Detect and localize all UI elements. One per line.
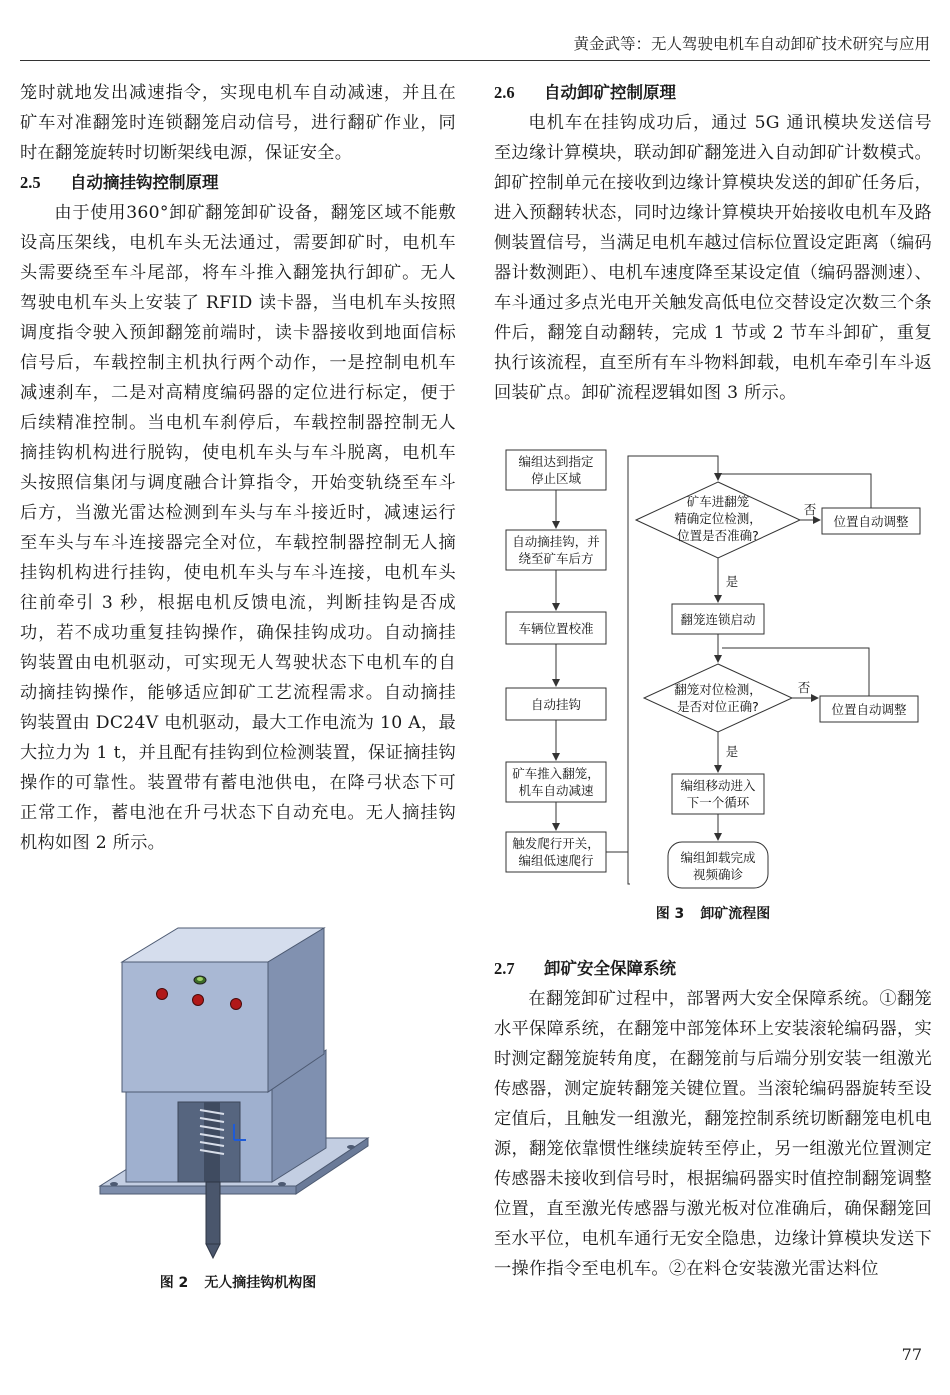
figure-2-hook-mechanism bbox=[96, 924, 372, 1264]
next-cycle-text: 编组移动进入 bbox=[680, 778, 756, 793]
adjust-text: 位置自动调整 bbox=[831, 702, 907, 717]
figure-caption-text: 卸矿流程图 bbox=[700, 906, 771, 922]
section-2-7-body: 在翻笼卸矿过程中，部署两大安全保障系统。①翻笼水平保障系统，在翻笼中部笼体环上安装滚轮编码器，实时测定翻笼旋转角度，在翻笼前与后端分别安装一组激光传感器，测定旋转翻笼关键位置。当滚轮编码器旋转至设定值后，且触发一组激光，翻笼控制系统切断翻笼电机电源，翻笼依靠惯性继续旋转至停止，另一组激光位置测定传感器未接收到信号时，根据编码器实时值控制翻笼调整位置，直至激光传感器与激光板对位准确后，确保翻笼回至水平位，电机车通行无安全隐患，边缘计算模块发送下一操作指令至电机车。②在料仓安装激光雷达料位 bbox=[494, 989, 932, 1279]
section-number: 2.5 bbox=[20, 173, 41, 192]
indicator-light-icon bbox=[157, 989, 168, 1000]
indicator-light-icon bbox=[193, 995, 204, 1006]
figure-3-flowchart bbox=[496, 444, 934, 904]
flow-step-text: 车辆位置校准 bbox=[518, 621, 594, 636]
right-column bbox=[494, 78, 932, 408]
flow-step-text: 机车自动减速 bbox=[518, 783, 594, 798]
no-label: 否 bbox=[797, 680, 811, 695]
flow-step-text: 停止区域 bbox=[530, 471, 582, 486]
section-heading-2-6 bbox=[494, 78, 932, 108]
flow-decision-diamond bbox=[644, 664, 792, 732]
running-header: 黄金武等：无人驾驶电机车自动卸矿技术研究与应用 bbox=[573, 35, 930, 53]
figure-3-caption bbox=[494, 904, 932, 924]
flow-step-text: 编组低速爬行 bbox=[518, 853, 594, 868]
decision-text: 矿车进翻笼 bbox=[686, 494, 750, 509]
next-cycle-text: 下一个循环 bbox=[686, 795, 750, 810]
final-text: 视频确诊 bbox=[692, 867, 744, 882]
decision-text: 精确定位检测， bbox=[674, 511, 762, 526]
interlock-text: 翻笼连锁启动 bbox=[680, 612, 756, 627]
flow-step-text: 自动挂钩 bbox=[530, 697, 582, 712]
section-2-5-body: 由于使用360°卸矿翻笼卸矿设备，翻笼区域不能敷设高压架线，电机车头无法通过，需要卸矿时，电机车头需要绕至车斗尾部，将车斗推入翻笼执行卸矿。无人驾驶电机车头上安装了 RFID 读卡器，当电机车头按照调度指令驶入预卸翻笼前端时，读卡器接收到地面信标信号后，车载控制主机执行两个动作，一是控制电机车减速刹车，二是对高精度编码器的定位进行标定，便于后续精准控制。当电机车刹停后，车载控制器控制无人摘挂钩机构进行脱钩，使电机车头与车斗脱离，电机车头按照信集闭与调度融合计算指令，开始变轨绕至车斗后方，当激光雷达检测到车头与车斗接近时，减速运行至车头与车斗连接器完全对位，车载控制器控制无人摘挂钩机构进行挂钩，使电机车头与车斗连接，电机车头往前牵引 3 秒，根据电机反馈电流，判断挂钩是否成功，若不成功重复挂钩操作，确保挂钩成功。自动摘挂钩装置由电机驱动，可实现无人驾驶状态下电机车的自动摘挂钩操作，能够适应卸矿工艺流程需求。自动摘挂钩装置由 DC24V 电机驱动，最大工作电流为 10 A，最大拉力为 1 t，并且配有挂钩到位检测装置，保证摘挂钩操作的可靠性。装置带有蓄电池供电，在降弓状态下可正常工作，蓄电池在升弓状态下自动充电。无人摘挂钩机构如图 2 所示。 bbox=[20, 203, 456, 853]
flow-step-text: 矿车推入翻笼， bbox=[512, 766, 600, 781]
header-rule bbox=[20, 60, 930, 61]
decision-text: 是否对位正确? bbox=[677, 699, 759, 714]
decision-text: 翻笼对位检测， bbox=[674, 682, 762, 697]
flow-step-text: 自动摘挂钩，并 bbox=[512, 534, 600, 549]
section-number: 2.6 bbox=[494, 83, 515, 102]
decision-text: 位置是否准确? bbox=[677, 528, 759, 543]
indicator-light-icon bbox=[231, 999, 242, 1010]
no-label: 否 bbox=[803, 502, 817, 517]
figure-label: 图 3 bbox=[655, 906, 685, 922]
flow-step-text: 触发爬行开关， bbox=[512, 836, 600, 851]
section-2-7 bbox=[494, 954, 932, 1284]
adjust-text: 位置自动调整 bbox=[833, 514, 909, 529]
section-number: 2.7 bbox=[494, 959, 515, 978]
section-title: 自动卸矿控制原理 bbox=[544, 83, 676, 102]
final-text: 编组卸载完成 bbox=[680, 850, 756, 865]
section-2-6-body: 电机车在挂钩成功后，通过 5G 通讯模块发送信号至边缘计算模块，联动卸矿翻笼进入自动卸矿计数模式。卸矿控制单元在接收到边缘计算模块发送的卸矿任务后，进入预翻转状态，同时边缘计算模块开始接收电机车及路侧装置信号，当满足电机车越过信标位置设定距离（编码器计数测距）、电机车速度降至某设定值（编码器测速）、车斗通过多点光电开关触发高低电位交替设定次数三个条件后，翻笼自动翻转，完成 1 节或 2 节车斗卸矿，重复执行该流程，直至所有车斗物料卸载，电机车牵引车斗返回装矿点。卸矿流程逻辑如图 3 所示。 bbox=[494, 113, 932, 403]
figure-caption-text: 无人摘挂钩机构图 bbox=[204, 1275, 317, 1291]
section-title: 自动摘挂钩控制原理 bbox=[70, 173, 219, 192]
yes-label: 是 bbox=[725, 574, 739, 589]
page-number: 77 bbox=[901, 1345, 922, 1364]
flow-step-text: 编组达到指定 bbox=[518, 454, 594, 469]
left-column bbox=[20, 78, 456, 858]
intro-paragraph: 笼时就地发出减速指令，实现电机车自动减速，并且在矿车对准翻笼时连锁翻笼启动信号，进行翻矿作业，同时在翻笼旋转时切断架线电源，保证安全。 bbox=[20, 83, 456, 163]
yes-label: 是 bbox=[725, 744, 739, 759]
section-title: 卸矿安全保障系统 bbox=[544, 959, 676, 978]
section-heading-2-7 bbox=[494, 954, 932, 984]
connector-icon bbox=[194, 976, 206, 984]
flow-step-text: 绕至矿车后方 bbox=[518, 551, 594, 566]
figure-label: 图 2 bbox=[159, 1275, 189, 1291]
section-heading-2-5 bbox=[20, 168, 456, 198]
figure-2-caption bbox=[20, 1273, 456, 1293]
